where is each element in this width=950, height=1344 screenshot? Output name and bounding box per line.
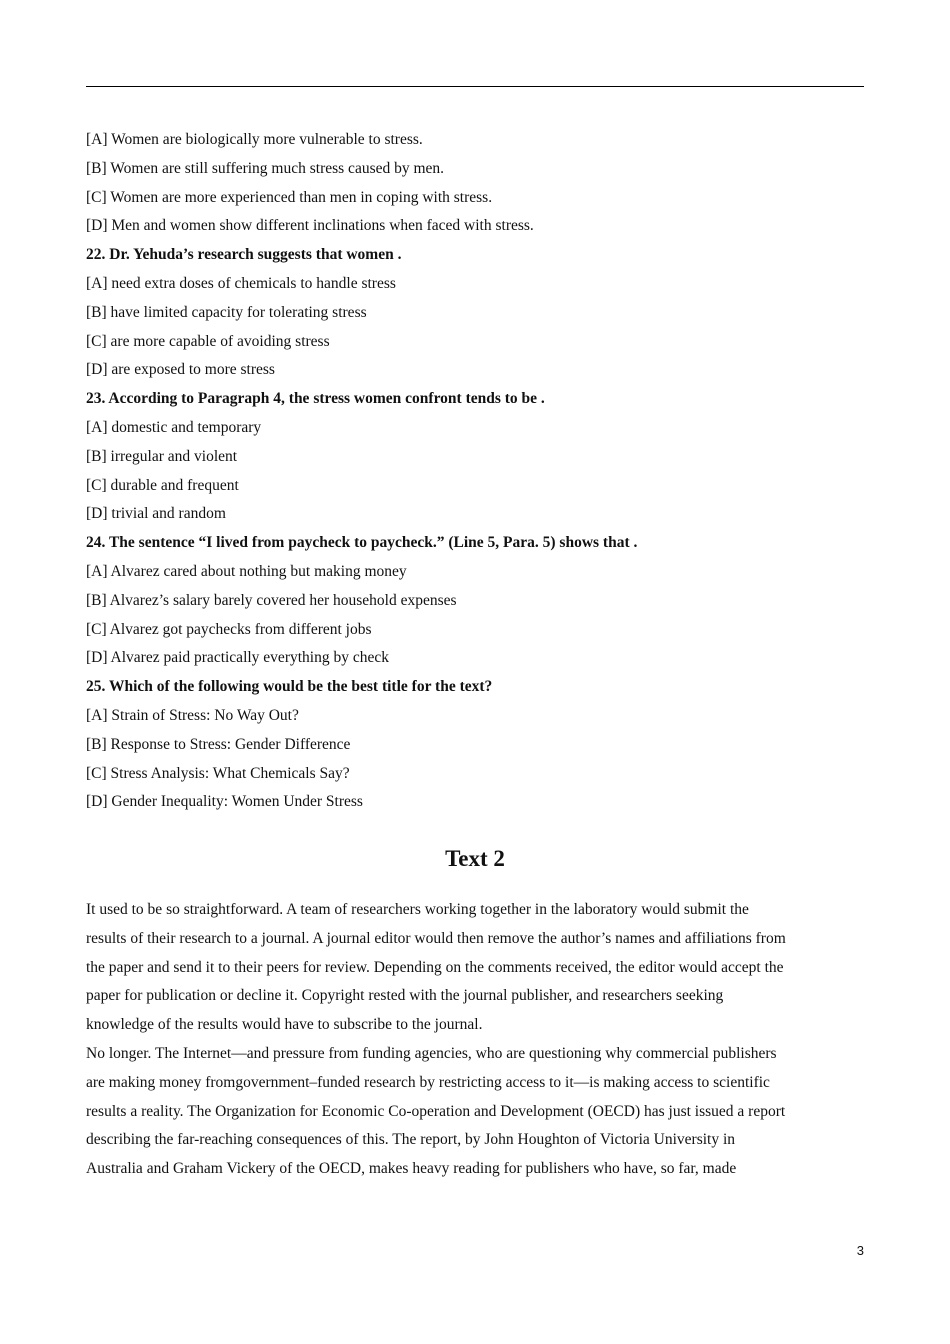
- passage-line: No longer. The Internet—and pressure from funding agencies, who are questioning why commercial publishers: [86, 1044, 777, 1062]
- passage-line: knowledge of the results would have to subscribe to the journal.: [86, 1016, 483, 1034]
- question-25-option-b: [B] Response to Stress: Gender Difference: [86, 735, 351, 753]
- passage-line: the paper and send it to their peers for review. Depending on the comments received, the editor would accept the: [86, 958, 784, 976]
- question-25-stem: 25. Which of the following would be the best title for the text?: [86, 678, 493, 696]
- section-title: Text 2: [445, 846, 505, 871]
- question-23-option-c: [C] durable and frequent: [86, 476, 239, 494]
- question-24-block: [86, 529, 864, 673]
- question-22-option-d: [D] are exposed to more stress: [86, 361, 275, 379]
- question-24-option-c: [C] Alvarez got paychecks from different jobs: [86, 620, 372, 638]
- question-22-option-c: [C] are more capable of avoiding stress: [86, 332, 330, 350]
- header-rule: [86, 86, 864, 87]
- question-25-option-c: [C] Stress Analysis: What Chemicals Say?: [86, 764, 350, 782]
- passage-line: Australia and Graham Vickery of the OECD, makes heavy reading for publishers who have, so far, made: [86, 1160, 737, 1178]
- question-23-option-b: [B] irregular and violent: [86, 447, 238, 465]
- question-23-option-d: [D] trivial and random: [86, 505, 226, 523]
- passage-paragraph-2: [86, 1040, 876, 1184]
- question-23-option-a: [A] domestic and temporary: [86, 418, 262, 436]
- passage-line: paper for publication or decline it. Copyright rested with the journal publisher, and researchers seeking: [86, 987, 724, 1005]
- passage-line: are making money fromgovernment–funded research by restricting access to it—is making access to scientific: [86, 1073, 770, 1091]
- question-23-stem: 23. According to Paragraph 4, the stress women confront tends to be .: [86, 390, 545, 408]
- question-25-option-d: [D] Gender Inequality: Women Under Stress: [86, 793, 363, 811]
- page-number: 3: [856, 1243, 864, 1258]
- question-24-option-d: [D] Alvarez paid practically everything by check: [86, 649, 389, 667]
- question-21-option-a: [A] Women are biologically more vulnerable to stress.: [86, 131, 423, 148]
- question-22-option-b: [B] have limited capacity for tolerating stress: [86, 303, 367, 321]
- question-22-stem: 22. Dr. Yehuda’s research suggests that women .: [86, 246, 402, 264]
- question-list: [86, 126, 864, 817]
- passage-line: describing the far-reaching consequences of this. The report, by John Houghton of Victoria University in: [86, 1131, 736, 1149]
- passage-line: It used to be so straightforward. A team of researchers working together in the laboratory would submit the: [86, 901, 749, 918]
- question-24-option-a: [A] Alvarez cared about nothing but making money: [86, 562, 407, 580]
- passage: [86, 896, 876, 1184]
- question-22-block: [86, 241, 864, 385]
- question-25-block: [86, 673, 864, 817]
- question-21-block: [86, 126, 864, 241]
- passage-line: results of their research to a journal. A journal editor would then remove the author’s names and affiliations from: [86, 929, 786, 947]
- question-25-option-a: [A] Strain of Stress: No Way Out?: [86, 706, 299, 724]
- question-24-option-b: [B] Alvarez’s salary barely covered her household expenses: [86, 591, 457, 609]
- question-22-option-a: [A] need extra doses of chemicals to handle stress: [86, 274, 396, 292]
- passage-paragraph-1: [86, 896, 876, 1040]
- question-21-option-c: [C] Women are more experienced than men in coping with stress.: [86, 188, 493, 206]
- question-23-block: [86, 385, 864, 529]
- passage-line: results a reality. The Organization for Economic Co-operation and Development (OECD) has just issued a report: [86, 1102, 786, 1120]
- question-21-option-b: [B] Women are still suffering much stress caused by men.: [86, 159, 445, 177]
- question-24-stem: 24. The sentence “I lived from paycheck to paycheck.” (Line 5, Para. 5) shows that .: [86, 534, 638, 552]
- question-21-option-d: [D] Men and women show different inclinations when faced with stress.: [86, 217, 534, 235]
